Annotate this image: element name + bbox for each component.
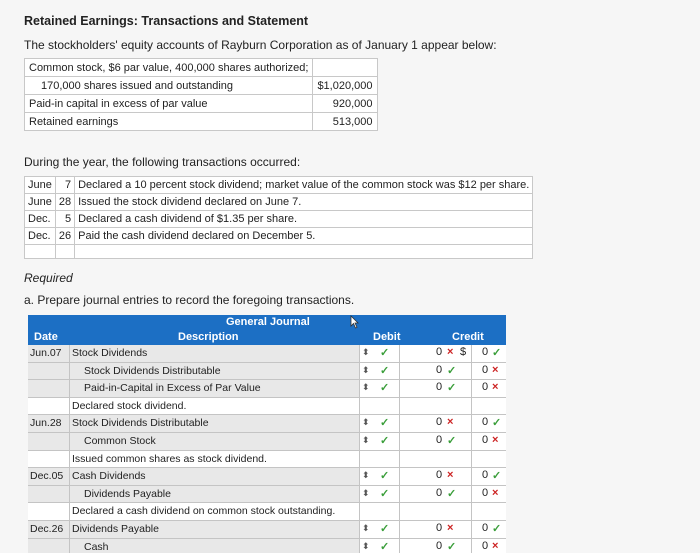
journal-memo-row [28, 503, 506, 521]
debit-input[interactable] [400, 380, 472, 397]
credit-input[interactable] [472, 380, 506, 397]
during-text: During the year, the following transactions occurred: [24, 155, 301, 169]
dropdown-arrows-icon[interactable]: ⬍ [362, 470, 370, 481]
credit-input[interactable] [472, 539, 506, 553]
transaction-row [25, 228, 533, 245]
debit-value: 0 [436, 486, 443, 499]
equity-amount: 513,000 [313, 113, 377, 131]
tx-month: Dec. [25, 211, 56, 228]
account-status-cell [360, 415, 400, 432]
account-correct-icon: ✓ [380, 522, 390, 535]
equity-label: Paid-in capital in excess of par value [25, 95, 313, 113]
journal-date[interactable] [28, 380, 70, 397]
journal-entry-row [28, 415, 506, 433]
debit-input[interactable] [400, 415, 472, 432]
debit-input[interactable] [400, 521, 472, 538]
account-status-cell [360, 451, 400, 468]
journal-account-select[interactable]: Declared a cash dividend on common stock outstanding. [70, 503, 360, 520]
check-icon: ✓ [492, 522, 502, 535]
account-status-cell [360, 503, 400, 520]
equity-label: Retained earnings [25, 113, 313, 131]
dropdown-arrows-icon[interactable]: ⬍ [362, 382, 370, 393]
check-icon: ✓ [447, 487, 457, 500]
account-status-cell [360, 380, 400, 397]
debit-value: 0 [436, 363, 443, 376]
account-correct-icon: ✓ [380, 487, 390, 500]
account-correct-icon: ✓ [380, 347, 390, 359]
credit-value: 0 [482, 416, 489, 429]
credit-value: 0 [482, 469, 489, 482]
tx-day: 5 [55, 211, 74, 228]
journal-account-select[interactable]: Dividends Payable [70, 486, 360, 503]
journal-date[interactable]: Dec.05 [28, 468, 70, 485]
equity-amount [313, 59, 377, 77]
journal-entry-row [28, 468, 506, 486]
account-status-cell [360, 486, 400, 503]
journal-rows [28, 345, 506, 553]
journal-header [28, 315, 506, 345]
col-credit-header: Credit [452, 331, 484, 343]
dropdown-arrows-icon[interactable]: ⬍ [362, 347, 370, 357]
journal-entry-row [28, 380, 506, 398]
account-correct-icon: ✓ [380, 382, 390, 395]
equity-row [25, 95, 378, 113]
debit-value: 0 [436, 381, 443, 394]
account-status-cell [360, 433, 400, 450]
equity-row [25, 59, 378, 77]
equity-row [25, 77, 378, 95]
dropdown-arrows-icon[interactable]: ⬍ [362, 417, 370, 428]
tx-month: June [25, 194, 56, 211]
transactions-table [24, 176, 533, 259]
debit-value: 0 [436, 469, 443, 482]
cross-icon: × [492, 363, 499, 376]
debit-value: 0 [436, 539, 443, 552]
journal-memo-row [28, 451, 506, 469]
check-icon: ✓ [447, 434, 457, 447]
account-correct-icon: ✓ [380, 434, 390, 447]
dropdown-arrows-icon[interactable]: ⬍ [362, 522, 370, 533]
journal-account-select[interactable]: Stock Dividends Distributable [70, 363, 360, 380]
debit-value: 0 [436, 346, 443, 358]
tx-day: 28 [55, 194, 74, 211]
journal-account-select[interactable]: Common Stock [70, 433, 360, 450]
journal-date[interactable]: Dec.26 [28, 521, 70, 538]
check-icon: ✓ [447, 364, 457, 377]
journal-account-select[interactable]: Dividends Payable [70, 521, 360, 538]
credit-value: 0 [482, 433, 489, 446]
journal-date[interactable] [28, 503, 70, 520]
cross-icon: × [447, 346, 454, 358]
debit-input[interactable] [400, 433, 472, 450]
credit-input[interactable] [472, 345, 506, 362]
page-title: Retained Earnings: Transactions and Statement [24, 14, 309, 28]
credit-value: 0 [482, 381, 489, 394]
account-status-cell [360, 398, 400, 415]
tx-text: Issued the stock dividend declared on June 7. [75, 194, 533, 211]
cross-icon: × [492, 433, 499, 446]
journal-account-select[interactable]: Declared stock dividend. [70, 398, 360, 415]
account-correct-icon: ✓ [380, 417, 390, 430]
tx-blank-cell [25, 245, 56, 259]
journal-entry-row [28, 433, 506, 451]
debit-input[interactable] [400, 345, 472, 362]
check-icon: ✓ [492, 417, 502, 430]
journal-title: General Journal [226, 316, 310, 328]
check-icon: ✓ [492, 347, 502, 359]
col-description-header: Description [178, 331, 239, 343]
debit-input[interactable] [400, 539, 472, 553]
account-status-cell [360, 539, 400, 553]
cross-icon: × [447, 416, 454, 429]
equity-row [25, 113, 378, 131]
credit-input[interactable] [472, 521, 506, 538]
transaction-row [25, 211, 533, 228]
debit-input[interactable] [400, 398, 472, 415]
debit-input[interactable] [400, 363, 472, 380]
dropdown-arrows-icon[interactable]: ⬍ [362, 540, 370, 551]
transaction-row [25, 194, 533, 211]
equity-label: Common stock, $6 par value, 400,000 shares authorized; [25, 59, 313, 77]
credit-input[interactable] [472, 363, 506, 380]
part-a-instruction: a. Prepare journal entries to record the foregoing transactions. [24, 293, 355, 307]
debit-value: 0 [436, 433, 443, 446]
dropdown-arrows-icon[interactable]: ⬍ [362, 487, 370, 498]
tx-day: 26 [55, 228, 74, 245]
check-icon: ✓ [492, 470, 502, 483]
credit-input[interactable] [472, 486, 506, 503]
equity-amount: $1,020,000 [313, 77, 377, 95]
credit-input[interactable] [472, 415, 506, 432]
journal-date[interactable] [28, 451, 70, 468]
journal-account-select[interactable]: Stock Dividends [70, 345, 360, 362]
debit-value: 0 [436, 521, 443, 534]
tx-blank-cell [55, 245, 74, 259]
tx-month: June [25, 177, 56, 194]
account-correct-icon: ✓ [380, 470, 390, 483]
tx-text: Declared a 10 percent stock dividend; market value of the common stock was $12 per share. [75, 177, 533, 194]
journal-entry-row [28, 521, 506, 539]
cross-icon: × [492, 486, 499, 499]
account-status-cell [360, 345, 400, 362]
journal-account-select[interactable]: Issued common shares as stock dividend. [70, 451, 360, 468]
credit-value: 0 [482, 521, 489, 534]
credit-input[interactable] [472, 433, 506, 450]
required-heading: Required [24, 271, 73, 285]
debit-input[interactable] [400, 503, 472, 520]
check-icon: ✓ [447, 540, 457, 553]
account-status-cell [360, 363, 400, 380]
cross-icon: × [447, 521, 454, 534]
journal-date[interactable] [28, 398, 70, 415]
journal-entry-row [28, 486, 506, 504]
journal-date[interactable] [28, 433, 70, 450]
debit-input[interactable] [400, 468, 472, 485]
cross-icon: × [447, 469, 454, 482]
journal-date[interactable] [28, 363, 70, 380]
transaction-row [25, 177, 533, 194]
tx-month: Dec. [25, 228, 56, 245]
journal-memo-row [28, 398, 506, 416]
credit-input[interactable] [472, 451, 506, 468]
journal-date[interactable] [28, 486, 70, 503]
check-icon: ✓ [447, 382, 457, 395]
equity-table [24, 58, 378, 131]
journal-account-select[interactable]: Stock Dividends Distributable [70, 415, 360, 432]
dropdown-arrows-icon[interactable]: ⬍ [362, 364, 370, 375]
account-correct-icon: ✓ [380, 364, 390, 377]
dollar-sign: $ [460, 346, 467, 358]
equity-amount: 920,000 [313, 95, 377, 113]
dropdown-arrows-icon[interactable]: ⬍ [362, 434, 370, 445]
credit-input[interactable] [472, 468, 506, 485]
journal-entry-row [28, 539, 506, 553]
tx-text: Paid the cash dividend declared on December 5. [75, 228, 533, 245]
cross-icon: × [492, 381, 499, 394]
debit-value: 0 [436, 416, 443, 429]
col-date-header: Date [34, 331, 58, 343]
journal-date[interactable] [28, 539, 70, 553]
credit-value: 0 [482, 486, 489, 499]
tx-blank-cell [75, 245, 533, 259]
intro-text: The stockholders' equity accounts of Rayburn Corporation as of January 1 appear below: [24, 38, 497, 52]
tx-day: 7 [55, 177, 74, 194]
credit-value: 0 [482, 346, 489, 358]
col-debit-header: Debit [373, 331, 401, 343]
journal-date[interactable]: Jun.07 [28, 345, 70, 362]
journal-entry-row [28, 345, 506, 363]
credit-input[interactable] [472, 503, 506, 520]
debit-input[interactable] [400, 451, 472, 468]
mouse-cursor-icon [350, 315, 359, 329]
journal-account-select[interactable]: Cash Dividends [70, 468, 360, 485]
account-correct-icon: ✓ [380, 540, 390, 553]
debit-input[interactable] [400, 486, 472, 503]
cross-icon: × [492, 539, 499, 552]
equity-label: 170,000 shares issued and outstanding [25, 77, 313, 95]
credit-value: 0 [482, 363, 489, 376]
journal-account-select[interactable]: Paid-in-Capital in Excess of Par Value [70, 380, 360, 397]
account-status-cell [360, 521, 400, 538]
journal-date[interactable]: Jun.28 [28, 415, 70, 432]
transaction-row-blank [25, 245, 533, 259]
journal-entry-row [28, 363, 506, 381]
tx-text: Declared a cash dividend of $1.35 per share. [75, 211, 533, 228]
journal-account-select[interactable]: Cash [70, 539, 360, 553]
credit-value: 0 [482, 539, 489, 552]
account-status-cell [360, 468, 400, 485]
credit-input[interactable] [472, 398, 506, 415]
